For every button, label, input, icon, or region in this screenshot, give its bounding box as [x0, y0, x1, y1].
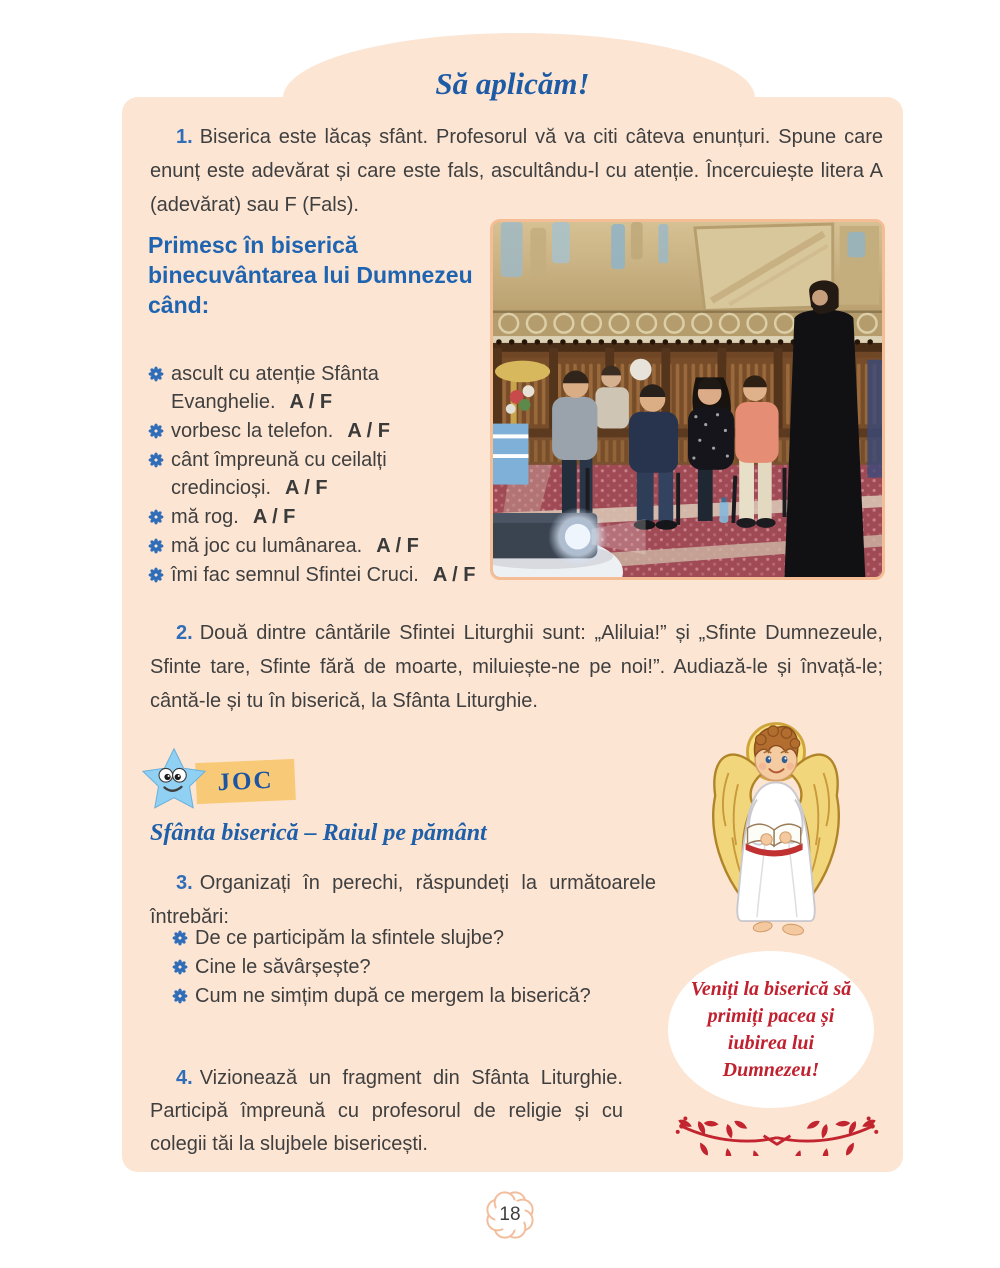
page-title: Să aplicăm! — [435, 66, 590, 101]
question-item — [172, 924, 672, 952]
flower-bullet-icon — [148, 538, 164, 554]
quiz-list — [148, 360, 500, 590]
flower-bullet-icon — [148, 423, 164, 439]
angel-illustration — [700, 714, 852, 942]
true-false-options: A / F — [285, 477, 328, 499]
exercise-3-questions — [172, 924, 672, 1011]
joc-ribbon — [195, 759, 296, 804]
vine-flourish-icon — [672, 1104, 882, 1156]
church-photo-illustration — [493, 222, 882, 577]
flower-bullet-icon — [148, 366, 164, 382]
page-number-flower — [481, 1186, 539, 1244]
flower-bullet-icon — [172, 930, 188, 946]
exercise-2 — [150, 616, 883, 718]
question-text: Cum ne simțim după ce mergem la biserică? — [195, 985, 591, 1007]
question-item — [172, 953, 672, 981]
question-text: De ce participăm la sfintele slujbe? — [195, 927, 505, 949]
quiz-item — [148, 417, 500, 445]
flower-bullet-icon — [172, 959, 188, 975]
exercise-1-number: 1. — [176, 126, 193, 148]
quiz-item — [148, 561, 500, 589]
page-number: 18 — [499, 1204, 521, 1225]
church-photo — [490, 219, 885, 580]
quiz-item — [148, 503, 500, 531]
quiz-item-text: mă joc cu lumânarea. — [171, 535, 363, 557]
quiz-item — [148, 446, 500, 502]
exercise-1 — [150, 120, 883, 222]
game-subtitle: Sfânta biserică – Raiul pe pământ — [150, 820, 487, 846]
joc-label: JOC — [216, 766, 275, 796]
flower-bullet-icon — [148, 509, 164, 525]
true-false-options: A / F — [289, 391, 333, 413]
exercise-2-text: Două dintre cântările Sfintei Liturghii sunt: „Aliluia!” și „Sfinte Dumnezeule, Sfinte tare, Sfinte fără de moarte, miluiește-ne pe noi!”. Audiază-le și învață-le; cântă-le și tu în biserică, la Sfânta Liturghie. — [150, 622, 883, 712]
question-text: Cine le săvârșește? — [195, 956, 371, 978]
flower-bullet-icon — [148, 452, 164, 468]
exercise-4 — [150, 1062, 623, 1161]
exercise-4-text: Vizionează un fragment din Sfânta Liturghie. Participă împreună cu profesorul de religie și cu colegii tăi la slujbele bisericești. — [150, 1067, 623, 1155]
quiz-item-text: mă rog. — [171, 506, 239, 528]
true-false-options: A / F — [432, 564, 476, 586]
callout-bubble — [668, 951, 874, 1108]
quiz-item-text: îmi fac semnul Sfintei Cruci. — [171, 564, 419, 586]
quiz-item — [148, 360, 500, 416]
flower-bullet-icon — [172, 988, 188, 1004]
question-item — [172, 982, 672, 1010]
true-false-options: A / F — [252, 506, 296, 528]
star-mascot-icon — [140, 744, 208, 812]
exercise-4-number: 4. — [176, 1067, 193, 1089]
quiz-item-text: vorbesc la telefon. — [171, 420, 334, 442]
true-false-options: A / F — [376, 535, 419, 557]
exercise-1-text: Biserica este lăcaș sfânt. Profesorul vă va citi câteva enunțuri. Spune care enunț este adevărat și care este fals, ascultându-l cu atenție. Încercuiește litera A (adevărat) sau F (Fals). — [150, 126, 883, 216]
flower-bullet-icon — [148, 567, 164, 583]
true-false-options: A / F — [347, 420, 390, 442]
quiz-heading: Primesc în biserică binecuvântarea lui Dumnezeu când: — [148, 232, 473, 318]
exercise-2-number: 2. — [176, 622, 193, 644]
quiz-item-text: cânt împreună cu ceilalți credincioși. — [171, 449, 387, 499]
callout-text: Veniți la biserică să primiți pacea și iubirea lui Dumnezeu! — [690, 977, 852, 1081]
exercise-3-number: 3. — [176, 872, 193, 894]
exercise-3-text: Organizați în perechi, răspundeți la următoarele întrebări: — [150, 872, 656, 928]
quiz-item-text: ascult cu atenție Sfânta Evanghelie. — [171, 363, 379, 413]
quiz-item — [148, 532, 500, 560]
